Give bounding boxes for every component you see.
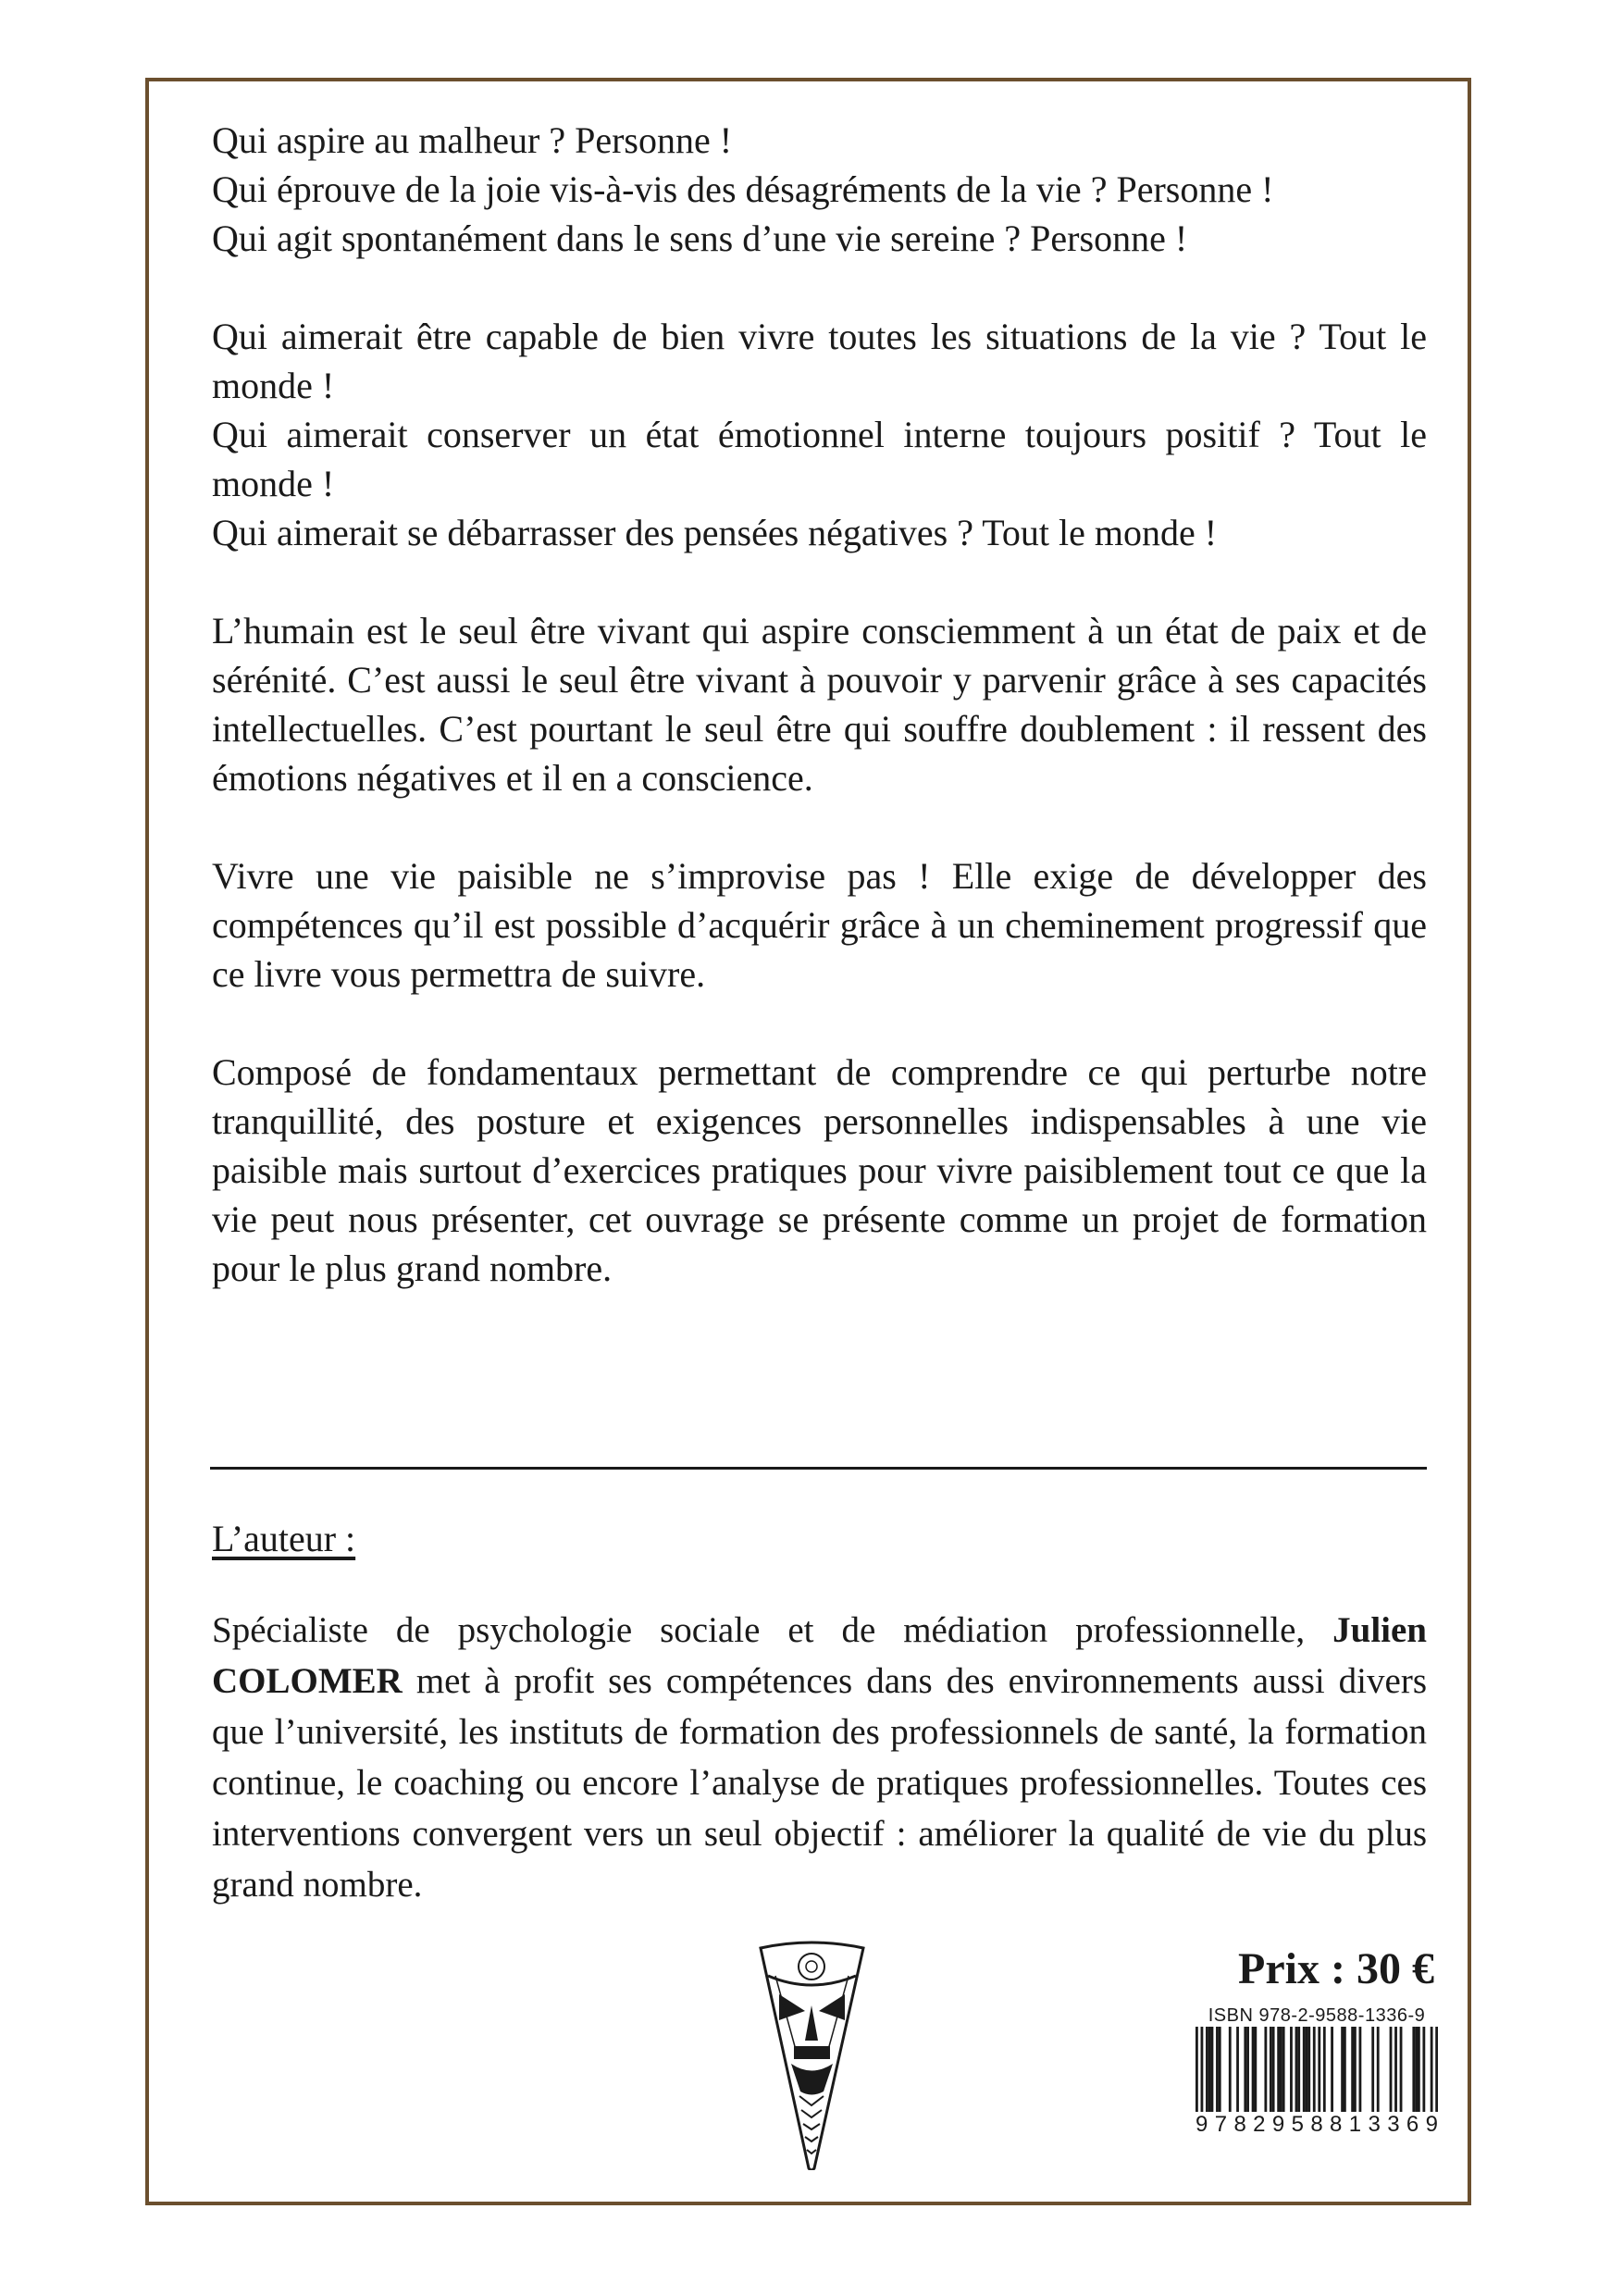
barcode-bar [1208,2027,1211,2112]
price-label: Prix : 30 € [1238,1944,1434,1993]
barcode-bar [1331,2027,1333,2112]
barcode-bar [1272,2027,1275,2112]
stanza1-line2: Qui éprouve de la joie vis-à-vis des désagréments de la vie ? Personne ! [212,168,1274,210]
barcode-digit: 9 [1271,2112,1285,2137]
barcode-bar [1394,2027,1397,2112]
barcode-digits [1196,2112,1438,2138]
stanza2-line1: Qui aimerait être capable de bien vivre toutes les situations de la vie ? Tout le monde ! [212,316,1427,406]
stanza1-line1: Qui aspire au malheur ? Personne ! [212,119,733,161]
paragraph-1: L’humain est le seul être vivant qui aspire consciemment à un état de paix et de sérénité. C’est aussi le seul être vivant à pouvoir y parvenir grâce à ses capacités intellectuelles. C’est pourtant le seul être qui souffre doublement : il ressent des émotions négatives et il en a conscience. [212,610,1427,799]
barcode [1196,2027,1438,2112]
barcode-bar [1201,2027,1204,2112]
paragraph-3: Composé de fondamentaux permettant de comprendre ce qui perturbe notre tranquillité, des posture et exigences personnelles indispensables à une vie paisible mais surtout d’exercices pratiques pour vivre paisiblement tout ce que la vie peut nous présenter, cet ouvrage se présente comme un projet de formation pour le plus grand nombre. [212,1051,1427,1289]
barcode-bar [1295,2027,1298,2112]
barcode-digit: 2 [1253,2112,1266,2137]
barcode-bar [1277,2027,1280,2112]
bio-rest: met à profit ses compétences dans des environnements aussi divers que l’université, les instituts de formation des professionnels de santé, la formation continue, le coaching ou encore l’analyse de pratiques professionnelles. Toutes ces interventions convergent vers un seul objectif : améliorer la qualité de vie du plus grand nombre. [212,1661,1427,1905]
barcode-bar [1422,2027,1425,2112]
barcode-bar [1400,2027,1403,2112]
barcode-bar [1354,2027,1357,2112]
barcode-bar [1252,2027,1255,2112]
barcode-bar [1323,2027,1326,2112]
isbn-label: ISBN 978-2-9588-1336-9 [1208,2005,1426,2026]
barcode-bar [1206,2027,1208,2112]
barcode-bar [1344,2027,1346,2112]
barcode-bar [1341,2027,1344,2112]
barcode-bar [1303,2027,1306,2112]
barcode-bar [1307,2027,1310,2112]
barcode-bar [1313,2027,1316,2112]
author-name: Julien COLOMER [212,1610,1427,1701]
barcode-bar [1211,2027,1214,2112]
back-cover-text [212,116,1427,1293]
barcode-digit: 9 [1425,2112,1438,2137]
barcode-digit: 5 [1291,2112,1304,2137]
barcode-bar [1297,2027,1300,2112]
barcode-bar [1318,2027,1320,2112]
barcode-bar [1415,2027,1418,2112]
barcode-digit: 6 [1406,2112,1419,2137]
barcode-bar [1306,2027,1308,2112]
barcode-bar [1216,2027,1219,2112]
stanza2-line3: Qui aimerait se débarrasser des pensées négatives ? Tout le monde ! [212,512,1218,553]
barcode-bar [1390,2027,1393,2112]
barcode-bar [1254,2027,1257,2112]
barcode-bar [1270,2027,1272,2112]
barcode-digit: 8 [1310,2112,1323,2137]
barcode-bar [1229,2027,1232,2112]
tribal-mask-icon [759,1939,865,2170]
barcode-bar [1282,2027,1285,2112]
barcode-bar [1236,2027,1239,2112]
barcode-digit: 9 [1196,2112,1208,2137]
barcode-bar [1431,2027,1433,2112]
stanza1-line3: Qui agit spontanément dans le sens d’une vie sereine ? Personne ! [212,217,1188,259]
barcode-bar [1264,2027,1267,2112]
barcode-digit: 3 [1387,2112,1400,2137]
barcode-bar [1219,2027,1221,2112]
paragraph-2: Vivre une vie paisible ne s’improvise pas ! Elle exige de développer des compétences qu’il est possible d’acquérir grâce à un cheminement progressif que ce livre vous permettra de suivre. [212,855,1427,995]
barcode-bar [1280,2027,1282,2112]
author-heading: L’auteur : [212,1518,356,1559]
barcode-digit: 7 [1214,2112,1228,2137]
barcode-bar [1246,2027,1249,2112]
barcode-bar [1359,2027,1362,2112]
stanza2-line2: Qui aimerait conserver un état émotionnel interne toujours positif ? Tout le monde ! [212,414,1427,504]
bio-intro: Spécialiste de psychologie sociale et de médiation professionnelle, [212,1610,1333,1650]
barcode-bar [1196,2027,1198,2112]
barcode-digit: 3 [1368,2112,1381,2137]
barcode-bar [1351,2027,1354,2112]
barcode-bar [1290,2027,1293,2112]
barcode-bar [1418,2027,1420,2112]
barcode-bar [1412,2027,1415,2112]
barcode-bar [1371,2027,1374,2112]
barcode-digit: 8 [1233,2112,1246,2137]
barcode-digit: 1 [1348,2112,1362,2137]
barcode-bar [1244,2027,1246,2112]
barcode-digit: 8 [1330,2112,1343,2137]
author-bio [212,1605,1427,1910]
barcode-bar [1435,2027,1438,2112]
section-divider [210,1467,1427,1470]
barcode-bar [1377,2027,1380,2112]
